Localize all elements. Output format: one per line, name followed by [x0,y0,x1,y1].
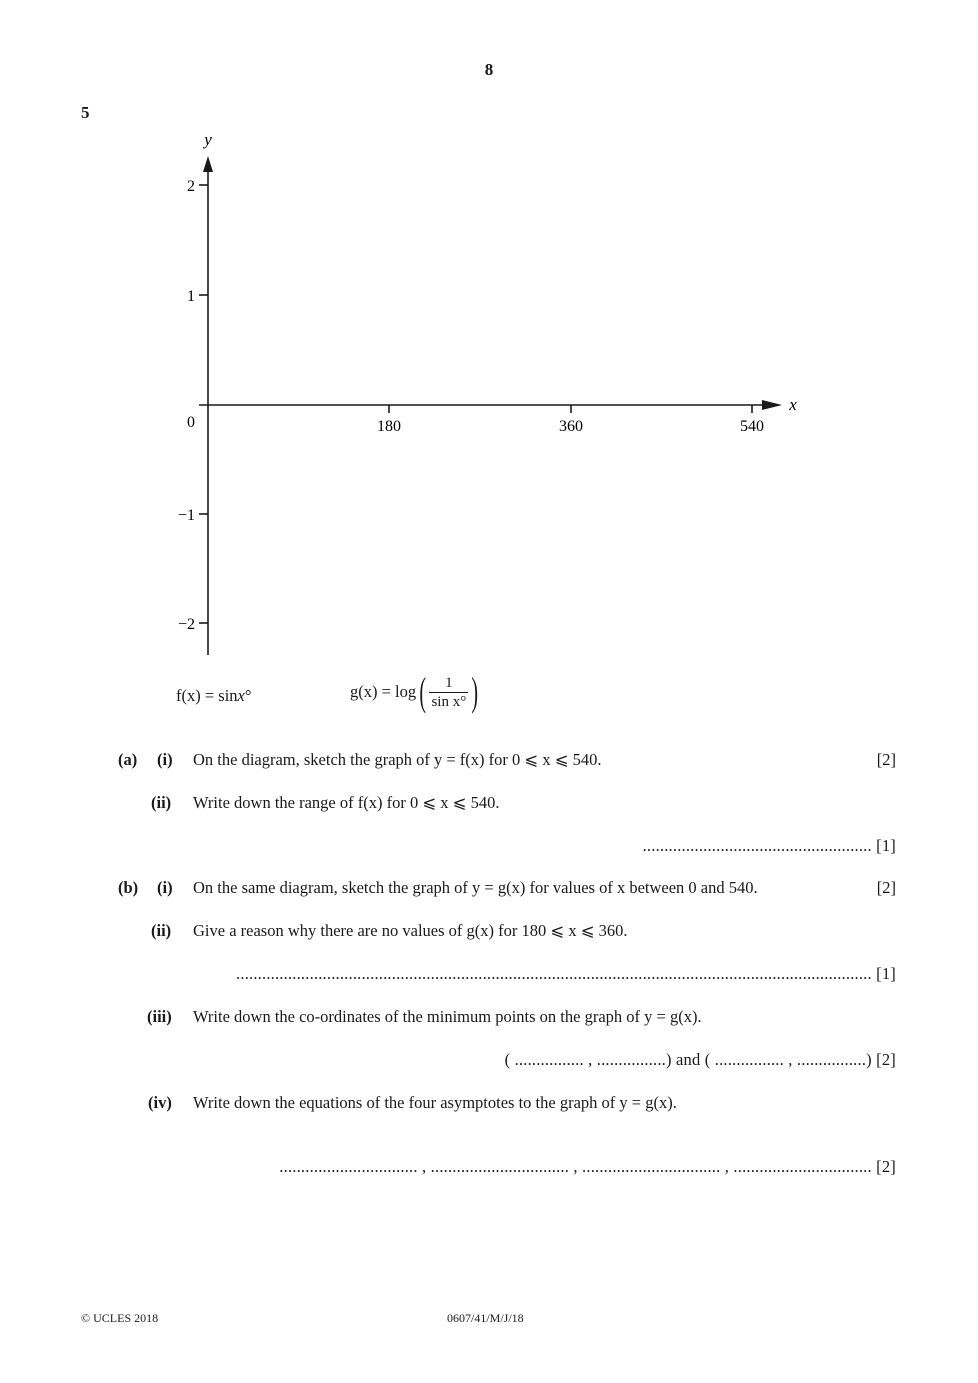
f-lhs: f(x) = sin [176,686,238,705]
part-a-i-mark: [2] [876,750,896,769]
x-tick-label-180: 180 [377,418,401,435]
y-tick-label-minus-1: −1 [177,507,195,524]
part-b-iii-text: Write down the co-ordinates of the minimum points on the graph of y = g(x). [193,1007,702,1026]
part-a-ii-text: Write down the range of f(x) for 0 ⩽ x ⩽ 540. [193,793,500,812]
part-b-i-mark: [2] [876,878,896,897]
part-b-i-text: On the same diagram, sketch the graph of y = g(x) for values of x between 0 and 540. [193,878,758,897]
part-b-ii-text: Give a reason why there are no values of g(x) for 180 ⩽ x ⩽ 360. [193,921,628,940]
part-b-ii-label: (ii) [151,921,172,940]
g-definition [350,669,482,714]
part-a-label: (a) [118,750,138,769]
g-lhs: g(x) = log [350,682,417,701]
x-axis-label: x [789,395,797,414]
part-a-i-label: (i) [157,750,173,769]
y-tick-label-1: 1 [187,288,195,305]
question-number: 5 [81,103,90,122]
part-b-iv-text: Write down the equations of the four asymptotes to the graph of y = g(x). [193,1093,677,1112]
left-paren: ( [419,669,427,714]
part-b-iii-answer-line[interactable]: ( ................ , ................) and ( ................ , ................) [2] [504,1050,896,1069]
part-b-iii-label: (iii) [147,1007,172,1026]
g-numerator: 1 [429,674,468,693]
g-denominator: sin x° [431,693,467,710]
right-paren: ) [471,669,479,714]
g-fraction [429,674,468,711]
x-tick-label-540: 540 [740,418,764,435]
part-b-i-label: (i) [157,878,173,897]
footer-copyright: © UCLES 2018 [81,1311,159,1325]
part-b-iv-label: (iv) [148,1093,172,1112]
x-tick-label-360: 360 [559,418,583,435]
f-var: x [237,686,245,705]
y-tick-label-minus-2: −2 [177,616,195,633]
x-axis-arrow [762,400,782,410]
part-a-ii-label: (ii) [151,793,172,812]
f-definition [176,686,251,706]
part-a-ii-answer-line[interactable]: ..................................................... [1] [642,836,896,855]
y-tick-label-2: 2 [187,178,195,195]
y-axis-arrow [203,156,213,172]
part-b-label: (b) [118,878,139,897]
footer-code: 0607/41/M/J/18 [447,1311,524,1325]
part-b-ii-answer-line[interactable]: ................................................................................................................................................... [1] [236,964,896,983]
y-axis-label: y [204,130,212,149]
part-a-i-text: On the diagram, sketch the graph of y = f(x) for 0 ⩽ x ⩽ 540. [193,750,602,769]
page-number: 8 [484,60,494,79]
f-deg: ° [244,686,252,705]
origin-label: 0 [187,414,195,431]
part-b-iv-answer-line[interactable]: ................................ , ................................ , ................................ , ................................ [2] [279,1157,896,1176]
